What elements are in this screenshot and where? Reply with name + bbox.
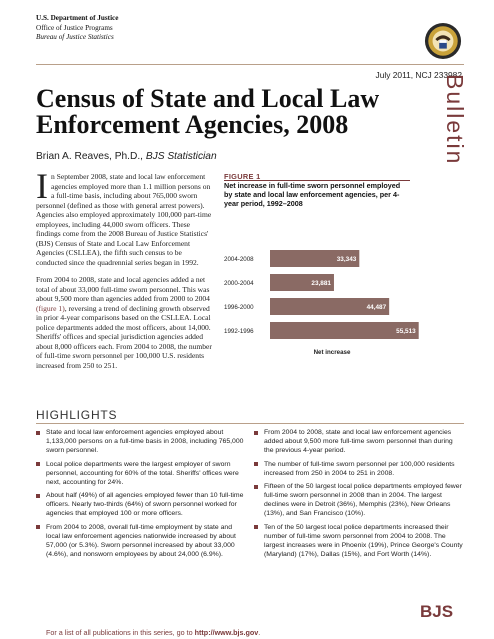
highlights-column-1 [36, 428, 246, 563]
agency-block [36, 14, 118, 43]
highlights-rule [36, 423, 464, 424]
body-paragraph-1 [36, 166, 214, 267]
highlights-column-2 [254, 428, 464, 563]
bar-chart [220, 246, 430, 364]
header-rule [36, 64, 464, 65]
footer-text-a: For a list of all publications in this series, go to [46, 628, 195, 637]
highlight-text: From 2004 to 2008, state and local law enforcement agencies added about 9,500 more full-time sworn personnel than during the previous 4-year period. [264, 429, 453, 454]
agency-name: U.S. Department of Justice [36, 14, 119, 22]
figure-label: FIGURE 1 [224, 172, 261, 181]
bullet-square-icon [254, 485, 258, 489]
highlight-text: Fifteen of the 50 largest local police departments employed fewer full-time sworn personnel in 2008 than in 2004. The largest declines were in Detroit (36%), Memphis (23%), New Orleans (13%), and San Francisco (10%). [264, 483, 462, 517]
figure-title: Net increase in full-time sworn personnel employed by state and local law enforcement agencies, per 4-year period, 1992–2008 [224, 181, 401, 208]
bullet-square-icon [36, 431, 40, 435]
paragraph-2-text-b: , reversing a trend of declining growth observed in prior 4-year comparisons based on the CSLLEA. Local police departments added the most officers, about 14,000. Sheriffs' offices and special jurisdiction agencies added about 8,000 officers each. From 2004 to 2008, the number of full-time sworn personnel per 100,000 U.S. residents increased from 250 to 251. [36, 303, 212, 370]
category-label: 1996-2000 [224, 304, 254, 311]
drop-cap: I [36, 166, 48, 206]
highlight-text: About half (49%) of all agencies employed fewer than 10 full-time officers. Nearly two-thirds (64%) of sworn personnel worked for agencies that employed 100 or more officers. [46, 492, 244, 517]
x-axis-label: Net increase [313, 349, 351, 356]
paragraph-1-text: n September 2008, state and local law enforcement agencies employed more than 1.1 million persons on a full-time basis, including about 765,000 sworn personnel (defined as those with general arrest powers). Agencies also employed approximately 100,000 part-time employees, including 44,000 sworn officers. These findings come from the 2008 Bureau of Justice Statistics' (BJS) Census of State and Local Law Enforcement Agencies (CSLLEA), the fifth such census to be conducted since the quadrennial series began in 1992. [36, 172, 212, 267]
body-text [36, 166, 214, 378]
highlight-item [36, 460, 246, 487]
series-label [438, 70, 468, 190]
footer-note [46, 628, 260, 637]
highlight-item [254, 523, 464, 559]
bullet-square-icon [254, 525, 258, 529]
highlights-heading: HIGHLIGHTS [36, 408, 118, 422]
highlight-item [36, 491, 246, 518]
highlight-text: The number of full-time sworn personnel per 100,000 residents increased from 250 in 2004 to 251 in 2008. [264, 460, 455, 477]
highlight-item [254, 460, 464, 478]
category-label: 2004-2008 [224, 256, 254, 263]
title-line-2: Enforcement Agencies, 2008 [36, 110, 349, 139]
bureau-name: Bureau of Justice Statistics [36, 33, 114, 42]
highlight-item [254, 428, 464, 455]
highlight-item [254, 482, 464, 518]
data-label: 55,513 [396, 328, 416, 335]
date-and-ncj: July 2011, NCJ 233982 [375, 70, 462, 80]
bullet-square-icon [36, 494, 40, 498]
category-label: 2000-2004 [224, 280, 254, 287]
body-paragraph-2 [36, 275, 214, 370]
highlight-text: State and local law enforcement agencies employed about 1,133,000 persons on a full-time basis in 2008, including 765,000 sworn personnel. [46, 429, 244, 454]
figure-1-link[interactable]: (figure 1) [36, 303, 65, 313]
author-line [36, 151, 217, 162]
bjs-logo: BJS [420, 602, 454, 621]
page-title [36, 86, 416, 138]
highlight-text: Ten of the 50 largest local police departments increased their number of full-time sworn personnel from 2004 to 2008. The largest increases were in Phoenix (19%), Prince George's County (Maryland) (17%), Dallas (15%), and Fort Worth (14%). [264, 523, 463, 558]
highlight-item [36, 523, 246, 559]
author-name: Brian A. Reaves, Ph.D., [36, 151, 146, 162]
series-label-text: Bulletin [442, 74, 468, 166]
footer-text-b: . [258, 628, 261, 637]
data-label: 44,487 [366, 304, 387, 311]
office-name: Office of Justice Programs [36, 23, 113, 32]
bullet-square-icon [36, 525, 40, 529]
highlight-text: Local police departments were the largest employer of sworn personnel, accounting for 60% of the total. Sheriffs' offices were next, accounting for 24%. [46, 460, 239, 486]
paragraph-2-text-a: From 2004 to 2008, state and local agencies added a net total of about 33,000 full-time sworn personnel. This was about 9,500 more than agencies added from 2000 to 2004 [36, 275, 210, 303]
title-line-1: Census of State and Local Law [36, 84, 380, 113]
highlight-item [36, 428, 246, 455]
data-label: 33,343 [336, 256, 357, 263]
data-label: 23,881 [311, 280, 331, 287]
bullet-square-icon [36, 462, 40, 466]
author-role: BJS Statistician [145, 151, 217, 162]
bullet-square-icon [254, 431, 258, 435]
doj-seal-icon [424, 22, 462, 60]
category-label: 1992-1996 [224, 328, 254, 335]
bullet-square-icon [254, 462, 258, 466]
highlight-text: From 2004 to 2008, overall full-time employment by state and local law enforcement agencies nationwide increased by about 57,000 (or 5.3%). Sworn personnel increased by about 33,000 (4.6%), and nonsworn employees by about 24,000 (6.9%). [46, 523, 236, 558]
footer-url-link[interactable]: http://www.bjs.gov [194, 628, 259, 637]
